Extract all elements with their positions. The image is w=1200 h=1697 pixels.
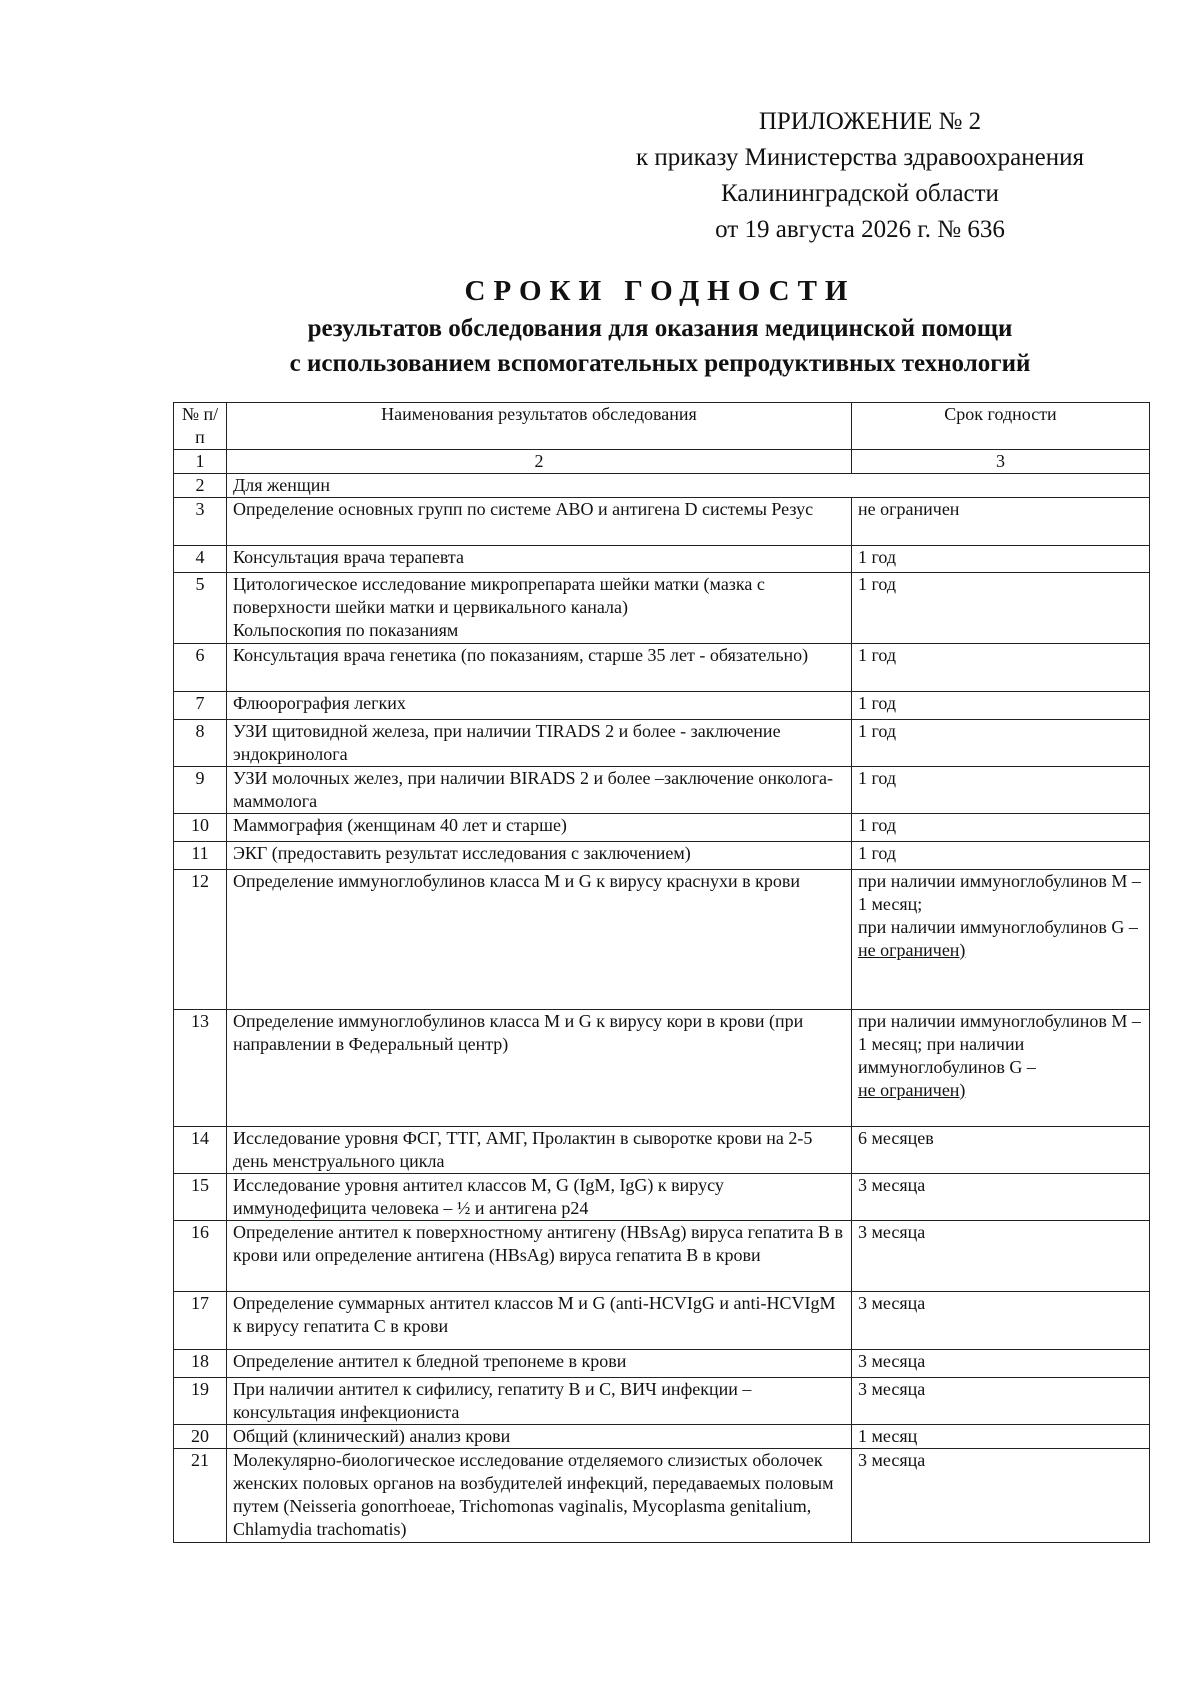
table-row: [174, 1378, 1150, 1425]
row-name: Молекулярно-биологическое исследование отделяемого слизистых оболочек женских половых органов на возбудителей инфекций, передаваемых половым путем (Neisseria gonorrhoeae, Trichomonas vaginalis, Mycoplasma genitalium, Chlamydia trachomatis): [227, 1449, 852, 1543]
table-row: [174, 1292, 1150, 1350]
table-row: [174, 498, 1150, 546]
row-name: Определение иммуноглобулинов класса M и G к вирусу кори в крови (при направлении в Федеральный центр): [227, 1010, 852, 1127]
index-cell: 2: [227, 450, 852, 474]
validity-table: [173, 402, 1150, 1543]
row-number: 15: [174, 1174, 227, 1221]
row-name: Определение суммарных антител классов M и G (anti-HCVIgG и anti-HCVIgM к вирусу гепатита C в крови: [227, 1292, 852, 1350]
row-number: 7: [174, 692, 227, 720]
row-term: 1 год: [852, 546, 1150, 573]
table-row: [174, 573, 1150, 644]
appendix-label: ПРИЛОЖЕНИЕ № 2: [758, 108, 982, 135]
index-cell: 1: [174, 450, 227, 474]
row-name: УЗИ щитовидной железа, при наличии TIRADS 2 и более - заключение эндокринолога: [227, 720, 852, 767]
table-row: [174, 546, 1150, 573]
table-row: [174, 767, 1150, 814]
row-name: УЗИ молочных желез, при наличии BIRADS 2 и более –заключение онколога-маммолога: [227, 767, 852, 814]
row-term: 1 год: [852, 573, 1150, 644]
index-cell: 3: [852, 450, 1150, 474]
row-number: 10: [174, 814, 227, 842]
row-term: 3 месяца: [852, 1378, 1150, 1425]
row-term: 1 год: [852, 644, 1150, 692]
section-number: 2: [174, 474, 227, 498]
row-number: 6: [174, 644, 227, 692]
row-number: 12: [174, 870, 227, 1010]
row-number: 18: [174, 1350, 227, 1378]
row-name: Консультация врача терапевта: [227, 546, 852, 573]
row-term: 3 месяца: [852, 1221, 1150, 1292]
row-number: 11: [174, 842, 227, 870]
row-number: 19: [174, 1378, 227, 1425]
row-name: [227, 573, 852, 644]
document-header: [580, 104, 1140, 248]
row-term: 3 месяца: [852, 1174, 1150, 1221]
row-number: 13: [174, 1010, 227, 1127]
table-row: [174, 1425, 1150, 1449]
row-term: [852, 1010, 1150, 1127]
row-name: Исследование уровня антител классов M, G (IgM, IgG) к вирусу иммунодефицита человека – ½ и антигена p24: [227, 1174, 852, 1221]
table-row: [174, 870, 1150, 1010]
row-number: 8: [174, 720, 227, 767]
row-name: Флюорография легких: [227, 692, 852, 720]
table-row: [174, 1221, 1150, 1292]
row-name: Маммография (женщинам 40 лет и старше): [227, 814, 852, 842]
row-number: 21: [174, 1449, 227, 1543]
row-term-part: при наличии иммуноглобулинов G –: [858, 917, 1138, 937]
row-term: 3 месяца: [852, 1292, 1150, 1350]
row-number: 17: [174, 1292, 227, 1350]
row-term: 1 год: [852, 814, 1150, 842]
row-name-text: Цитологическое исследование микропрепарата шейки матки (мазка с поверхности шейки матки и цервикального канала): [233, 574, 765, 617]
row-term: 1 год: [852, 692, 1150, 720]
row-number: 5: [174, 573, 227, 644]
row-name-extra: Кольпоскопия по показаниям: [233, 620, 459, 640]
row-number: 4: [174, 546, 227, 573]
row-name: Определение иммуноглобулинов класса M и G к вирусу краснухи в крови: [227, 870, 852, 1010]
row-number: 3: [174, 498, 227, 546]
title-main: СРОКИ ГОДНОСТИ: [464, 275, 856, 307]
title-subtitle-line-1: результатов обследования для оказания медицинской помощи: [307, 315, 1013, 342]
order-reference: к приказу Министерства здравоохранения: [635, 144, 1085, 171]
table-row: [174, 720, 1150, 767]
row-term: 1 год: [852, 720, 1150, 767]
table-row: [174, 814, 1150, 842]
row-name: Общий (клинический) анализ крови: [227, 1425, 852, 1449]
row-name: Консультация врача генетика (по показаниям, старше 35 лет - обязательно): [227, 644, 852, 692]
column-header-name: Наименования результатов обследования: [227, 403, 852, 450]
row-term-part: при наличии иммуноглобулинов М – 1 месяц; при наличии иммуноглобулинов G –: [858, 1011, 1141, 1077]
row-name: Определение основных групп по системе АВО и антигена D системы Резус: [227, 498, 852, 546]
order-date: от 19 августа 2026 г. № 636: [715, 216, 1005, 243]
title-subtitle-line-2: с использованием вспомогательных репродуктивных технологий: [289, 350, 1031, 377]
row-term: [852, 870, 1150, 1010]
table-header-row: [174, 403, 1150, 450]
section-row: [174, 474, 1150, 498]
row-name: ЭКГ (предоставить результат исследования с заключением): [227, 842, 852, 870]
row-number: 9: [174, 767, 227, 814]
table-row: [174, 1010, 1150, 1127]
row-term-part: при наличии иммуноглобулинов М – 1 месяц;: [858, 871, 1141, 914]
row-term: не ограничен: [852, 498, 1150, 546]
row-name: Определение антител к бледной трепонеме в крови: [227, 1350, 852, 1378]
table-index-row: [174, 450, 1150, 474]
table-row: [174, 1449, 1150, 1543]
row-term: 3 месяца: [852, 1350, 1150, 1378]
table-row: [174, 842, 1150, 870]
row-number: 16: [174, 1221, 227, 1292]
row-term-part: не ограничен): [858, 1080, 966, 1100]
column-header-term: Срок годности: [852, 403, 1150, 450]
row-term: 1 год: [852, 842, 1150, 870]
table-row: [174, 1350, 1150, 1378]
table-row: [174, 644, 1150, 692]
row-term: 3 месяца: [852, 1449, 1150, 1543]
table-row: [174, 692, 1150, 720]
table-row: [174, 1174, 1150, 1221]
table-row: [174, 1127, 1150, 1174]
column-header-number: № п/п: [174, 403, 227, 450]
document-title: [140, 271, 1180, 381]
row-name: При наличии антител к сифилису, гепатиту В и С, ВИЧ инфекции – консультация инфекциониста: [227, 1378, 852, 1425]
row-term-part: не ограничен): [858, 940, 966, 960]
region-name: Калининградской области: [721, 180, 999, 207]
row-term: 1 месяц: [852, 1425, 1150, 1449]
section-label: Для женщин: [227, 474, 1150, 498]
row-name: Определение антител к поверхностному антигену (HBsAg) вируса гепатита B в крови или определение антигена (HBsAg) вируса гепатита B в крови: [227, 1221, 852, 1292]
row-term: 6 месяцев: [852, 1127, 1150, 1174]
row-number: 14: [174, 1127, 227, 1174]
row-name: Исследование уровня ФСГ, ТТГ, АМГ, Пролактин в сыворотке крови на 2-5 день менструального цикла: [227, 1127, 852, 1174]
row-term: 1 год: [852, 767, 1150, 814]
row-number: 20: [174, 1425, 227, 1449]
